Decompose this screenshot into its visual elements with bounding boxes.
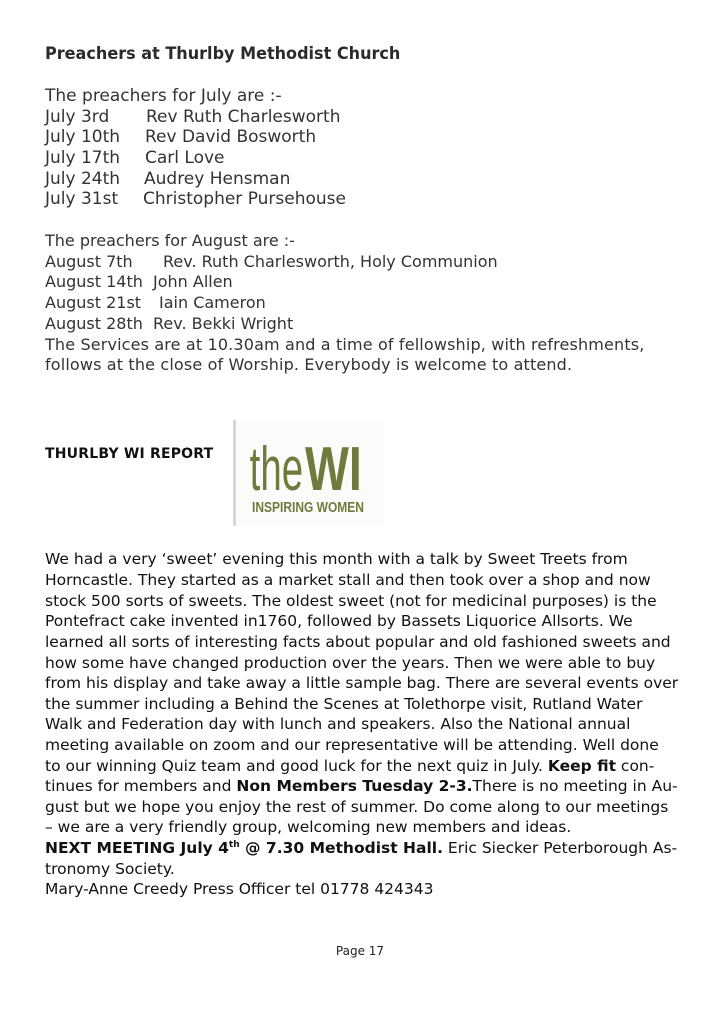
body-line: meeting available on zoom and our representative will be attending. Well done (45, 736, 659, 754)
preacher: Audrey Hensman (144, 169, 291, 189)
july-row (45, 169, 291, 189)
date: August 7th (45, 252, 133, 271)
body-line (45, 756, 654, 776)
services-line: The Services are at 10.30am and a time of fellowship, with refreshments, (45, 335, 645, 354)
date: July 24th (45, 169, 121, 189)
body-line: tronomy Society. (45, 860, 175, 878)
body-line: Walk and Federation day with lunch and speakers. Also the National annual (45, 715, 631, 733)
press-officer-contact: Mary-Anne Creedy Press Officer tel 01778 424343 (45, 880, 434, 898)
wi-logo-tagline: INSPIRING WOMEN (252, 498, 364, 516)
august-row (45, 293, 266, 313)
date: July 31st (45, 189, 119, 209)
page-number: Page 17 (335, 944, 385, 958)
wi-report-heading: THURLBY WI REPORT (45, 446, 214, 462)
body-line: how some have changed production over the years. Then we were able to buy (45, 654, 656, 672)
date: August 14th (45, 272, 143, 291)
body-line (45, 776, 678, 796)
preachers-title: Preachers at Thurlby Methodist Church (45, 44, 401, 63)
services-line: follows at the close of Worship. Everybody is welcome to attend. (45, 355, 573, 374)
july-intro: The preachers for July are :- (45, 86, 282, 106)
date: August 28th (45, 314, 143, 333)
next-meeting-line (45, 838, 677, 858)
july-row (45, 107, 341, 127)
july-row (45, 189, 346, 209)
text: con- (616, 757, 655, 775)
preacher: Carl Love (145, 148, 225, 168)
body-line: Horncastle. They started as a market stall and then took over a shop and now (45, 571, 651, 589)
next-meeting-venue: @ 7.30 Methodist Hall. (239, 839, 443, 857)
wi-logo-graphic (236, 420, 381, 526)
preacher: John Allen (153, 272, 233, 291)
text: There is no meeting in Au- (472, 777, 678, 795)
wi-logo-wi: WI (305, 433, 362, 504)
date: July 3rd (45, 107, 110, 127)
preacher: Iain Cameron (159, 293, 266, 312)
text: Eric Siecker Peterborough As- (443, 839, 678, 857)
keep-fit-emphasis: Keep fit (547, 757, 616, 775)
body-line: gust but we hope you enjoy the rest of summer. Do come along to our meetings (45, 798, 669, 816)
date: July 10th (45, 127, 121, 147)
july-row (45, 127, 317, 147)
august-intro: The preachers for August are :- (45, 231, 295, 250)
preacher: Rev. Ruth Charlesworth, Holy Communion (163, 252, 498, 271)
preacher: Rev David Bosworth (145, 127, 317, 147)
preacher: Christopher Pursehouse (143, 189, 346, 209)
body-line: the summer including a Behind the Scenes at Tolethorpe visit, Rutland Water (45, 695, 643, 713)
text: to our winning Quiz team and good luck for the next quiz in July. (45, 757, 548, 775)
preacher: Rev Ruth Charlesworth (146, 107, 341, 127)
preacher: Rev. Bekki Wright (153, 314, 294, 333)
body-line: We had a very ‘sweet’ evening this month with a talk by Sweet Treets from (45, 550, 628, 568)
august-row (45, 314, 294, 334)
next-meeting-emphasis: NEXT MEETING July 4 (45, 839, 229, 857)
non-members-emphasis: Non Members Tuesday 2-3. (236, 777, 473, 795)
body-line: learned all sorts of interesting facts about popular and old fashioned sweets and (45, 633, 671, 651)
wi-logo (233, 420, 384, 526)
wi-logo-the: the (249, 433, 304, 504)
july-row (45, 148, 225, 168)
body-line: Pontefract cake invented in1760, followed by Bassets Liquorice Allsorts. We (45, 612, 633, 630)
date: July 17th (45, 148, 121, 168)
body-line: – we are a very friendly group, welcoming new members and ideas. (45, 818, 572, 836)
date: August 21st (45, 293, 142, 312)
august-row (45, 272, 233, 292)
august-row (45, 252, 498, 272)
body-line: stock 500 sorts of sweets. The oldest sweet (not for medicinal purposes) is the (45, 592, 657, 610)
text: tinues for members and (45, 777, 237, 795)
ordinal-suffix: th (228, 839, 240, 850)
body-line: from his display and take away a little sample bag. There are several events over (45, 674, 679, 692)
